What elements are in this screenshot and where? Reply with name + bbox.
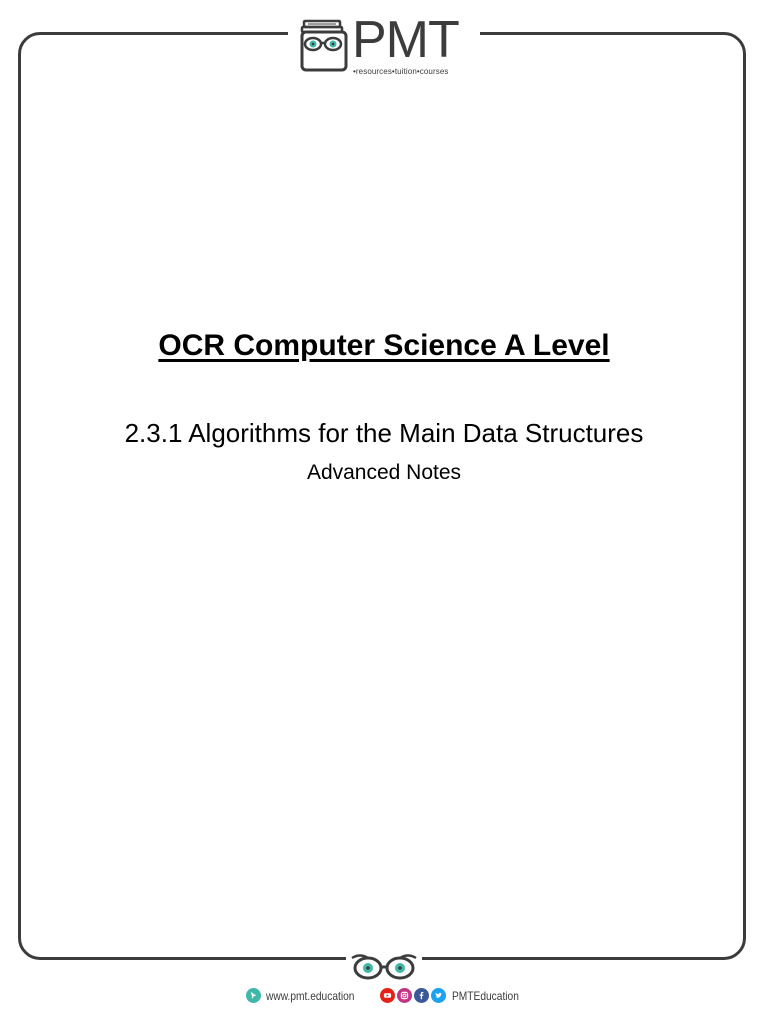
logo-wordmark: PMT [352, 11, 459, 69]
notes-label: Advanced Notes [306, 461, 462, 484]
document-title: OCR Computer Science A Level [158, 329, 610, 362]
pmt-logo [298, 11, 473, 80]
logo-tagline: •resources•tuition•courses [353, 67, 449, 76]
glasses-icon [350, 952, 418, 980]
footer-website[interactable] [246, 988, 370, 1003]
social-handle: PMTEducation [452, 988, 519, 1003]
youtube-icon[interactable] [380, 988, 395, 1003]
footer [0, 988, 768, 1008]
document-subtitle: 2.3.1 Algorithms for the Main Data Structures [124, 418, 644, 448]
page-border-frame [18, 32, 746, 960]
book-glasses-icon [298, 18, 352, 74]
instagram-icon[interactable] [397, 988, 412, 1003]
cursor-icon [246, 988, 261, 1003]
footer-social [380, 988, 531, 1003]
website-link[interactable]: www.pmt.education [266, 988, 355, 1003]
facebook-icon[interactable] [414, 988, 429, 1003]
twitter-icon[interactable] [431, 988, 446, 1003]
